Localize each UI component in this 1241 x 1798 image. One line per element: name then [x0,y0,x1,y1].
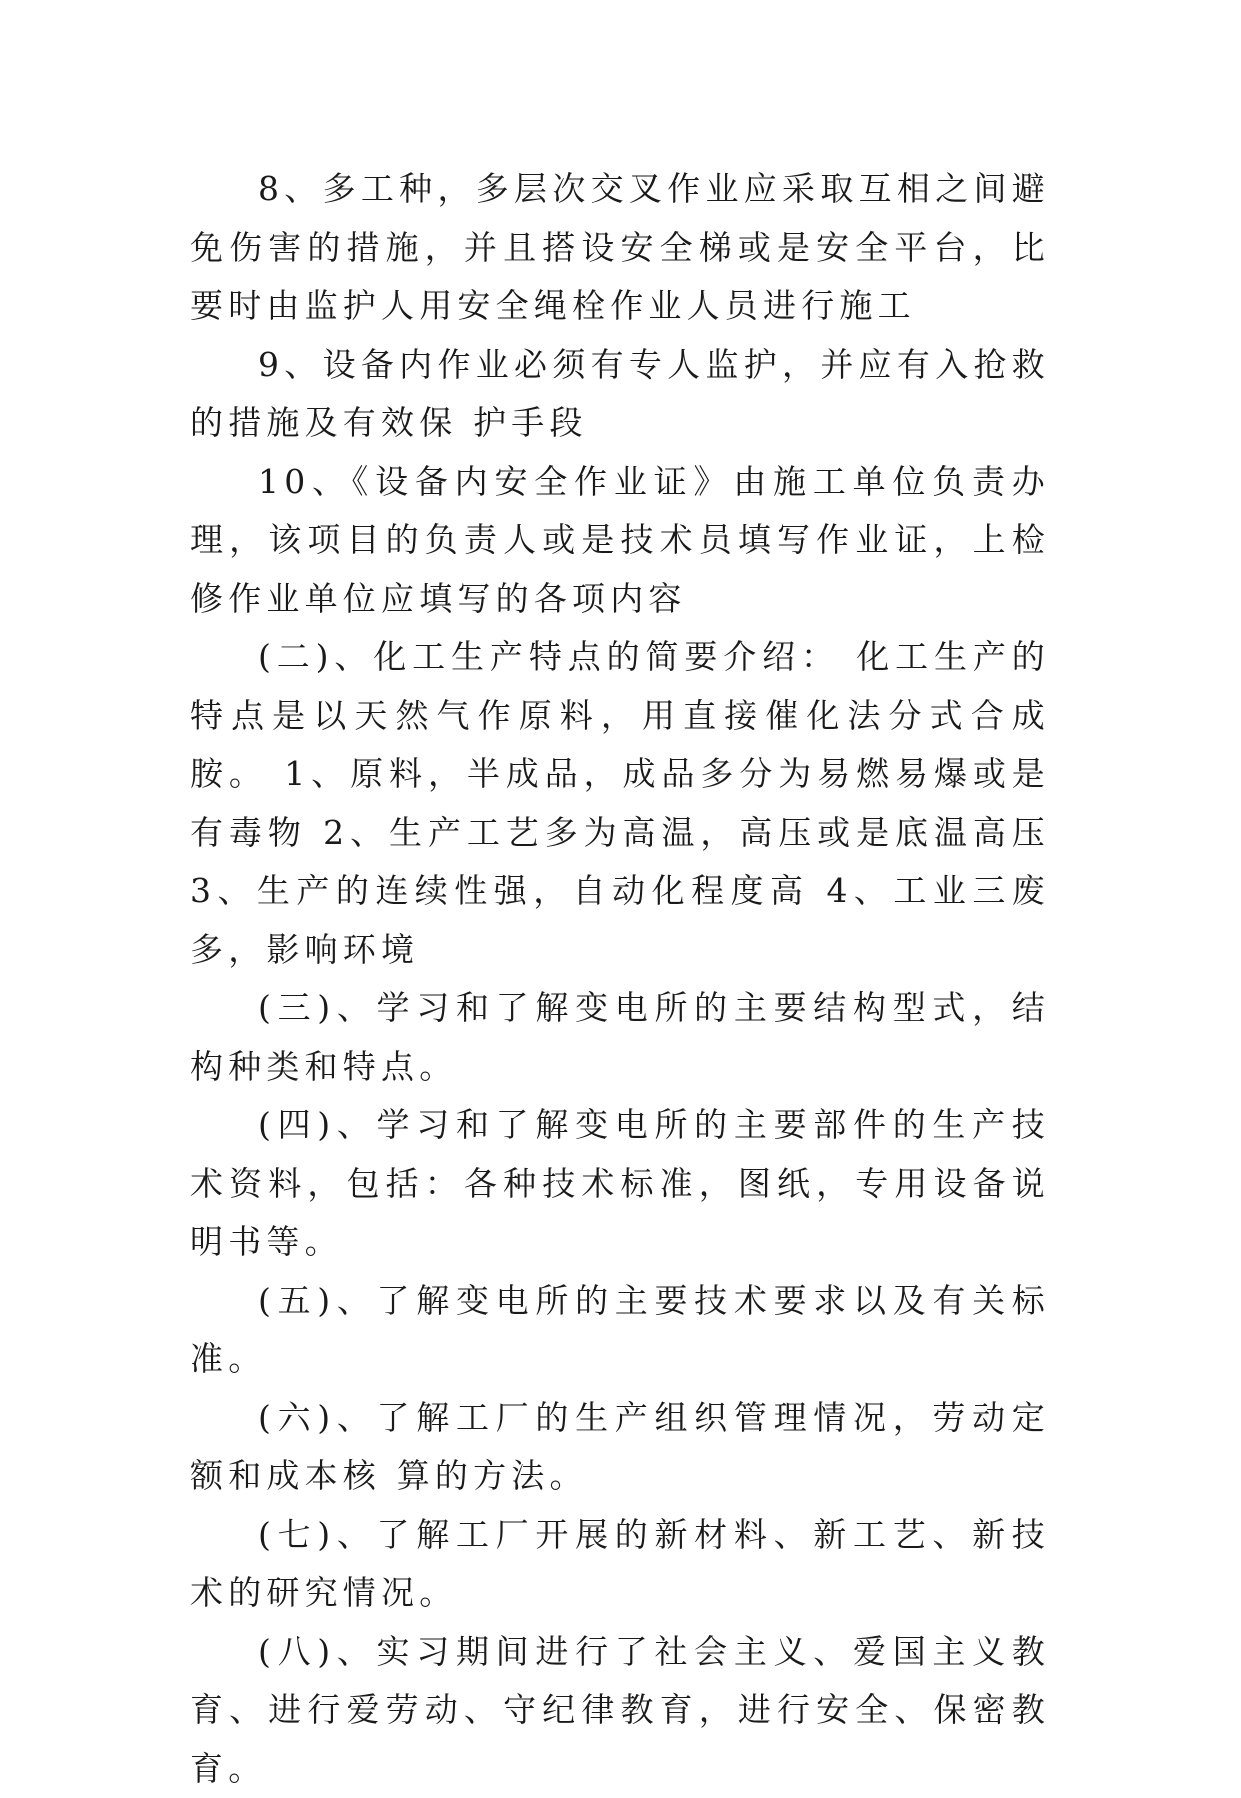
paragraph-technical-requirements: (五)、了解变电所的主要技术要求以及有关标准。 [190,1272,1050,1389]
paragraph-chemical-production: (二)、化工生产特点的简要介绍： 化工生产的特点是以天然气作原料，用直接催化法分式合成胺。 1、原料，半成品，成品多分为易燃易爆或是有毒物 2、生产工艺多为高温，高压或是底温高压 3、生产的连续性强，自动化程度高 4、工业三废多，影响环境 [190,628,1050,979]
paragraph-production-management: (六)、了解工厂的生产组织管理情况，劳动定额和成本核 算的方法。 [190,1389,1050,1506]
paragraph-safety-cross-work: 8、多工种，多层次交叉作业应采取互相之间避免伤害的措施，并且搭设安全梯或是安全平台，比要时由监护人用安全绳栓作业人员进行施工 [190,160,1050,336]
paragraph-education: (八)、实习期间进行了社会主义、爱国主义教育、进行爱劳动、守纪律教育，进行安全、保密教育。 [190,1623,1050,1798]
paragraph-equipment-supervision: 9、设备内作业必须有专人监护，并应有入抢救的措施及有效保 护手段 [190,336,1050,453]
paragraph-work-permit: 10、《设备内安全作业证》由施工单位负责办理，该项目的负责人或是技术员填写作业证，上检修作业单位应填写的各项内容 [190,453,1050,629]
paragraph-technical-data: (四)、学习和了解变电所的主要部件的生产技术资料，包括：各种技术标准，图纸，专用设备说明书等。 [190,1096,1050,1272]
paragraph-new-technology: (七)、了解工厂开展的新材料、新工艺、新技术的研究情况。 [190,1506,1050,1623]
document-body [190,160,1050,1798]
paragraph-substation-structure: (三)、学习和了解变电所的主要结构型式，结构种类和特点。 [190,979,1050,1096]
